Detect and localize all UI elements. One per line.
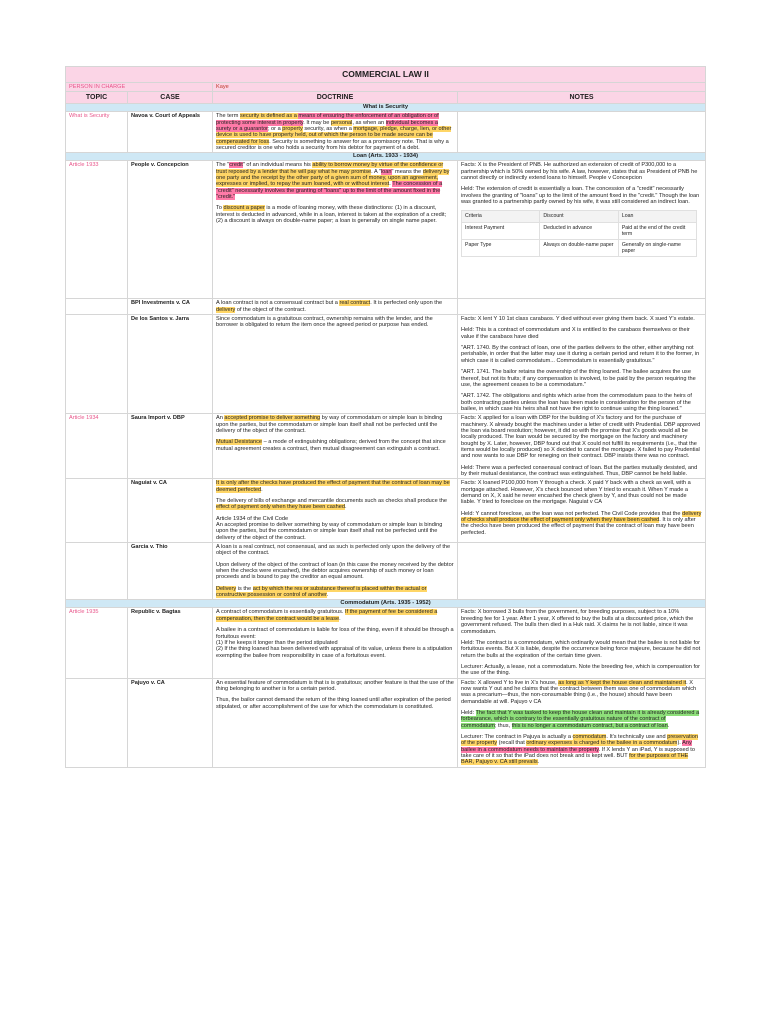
table-row (66, 414, 706, 479)
text-segment: The delivery of bills of exchange and mercantile documents such as checks shall produce the (216, 498, 448, 504)
doctrine-cell (213, 414, 458, 479)
person-in-charge-name: Kaye (213, 83, 706, 92)
highlighted-text: If the payment of fee be considered a compensation, then the contract would be a lease (216, 609, 438, 622)
highlighted-text: security (239, 113, 260, 120)
document-title: COMMERCIAL LAW II (66, 67, 706, 83)
text-segment: To (216, 205, 224, 212)
highlighted-text: delivery (216, 306, 236, 313)
topic-cell (66, 479, 128, 543)
doctrine-cell: Since commodatum is a gratuitous contract, ownership remains with the lender, and the borrower is obligated to return the item once the agreed period or purpose has ended. (213, 315, 458, 414)
highlighted-text: loan (380, 168, 392, 175)
highlighted-text: The concession of a "credit" necessarily involves the granting of "loans" up to the limit of the amount fixed in the "credit." (216, 181, 443, 201)
highlighted-text: credit (229, 162, 243, 169)
highlighted-text: real contract (339, 300, 371, 307)
text-segment: A contract of commodatum is essentially gratuitous. (216, 609, 346, 616)
text-segment: . (537, 759, 540, 766)
table-row (66, 299, 706, 315)
notes-cell (458, 678, 706, 767)
notes-cell (458, 543, 706, 600)
text-segment: , as when an (352, 119, 386, 126)
section-loan: Loan (Arts. 1933 - 1934) (66, 153, 706, 161)
highlighted-text: ordinary expenses is charged to the bailee in a commodatum (526, 740, 678, 747)
notes-cell: Facts: X applied for a loan with DBP for the building of X's factory and for the purchase of machinery. X already bought the machines under a letter of credit with Prudential. DBP approved the loan via board resolution; however, it did so with the promise that X's goods would all be locally produced. The loan would be secured by the mortgage on the factory and machinery bought by X. Later, however, DBP found out that X could not fulfill its requirements (i.e., that the items would be locally produced) so X decided to cancel the mortgage. X failed to pay Prudential and now wants to sue DBP for reneging on their contract. DBP insists there was no contract. Held: There was a perfected consensual contract of loan. But the parties mutually desisted, and by their mutual desistance, the contract was extinguished. Thus, DBP cannot be held liable. (458, 414, 706, 479)
text-segment: The " (216, 162, 230, 169)
text-segment: (recall that (497, 740, 527, 747)
highlighted-text: delivery of checks shall produce the effect of payment only when they have been cashed (461, 510, 702, 524)
table-row (66, 112, 706, 153)
case-cell: De los Santos v. Jarra (128, 315, 213, 414)
law-table (65, 66, 706, 768)
header-topic: TOPIC (66, 92, 128, 104)
text-segment: ; thus, (494, 722, 512, 729)
text-segment: . (344, 504, 347, 511)
text-segment: . (389, 181, 393, 188)
highlighted-text: ability to borrow money by virtue of the confidence or trust reposed by a lender that he will pay what he may promise (216, 162, 444, 175)
highlighted-text: effect of payment only when they have been cashed (216, 504, 345, 511)
topic-cell (66, 678, 128, 767)
text-segment: . (326, 592, 329, 599)
table-row (66, 161, 706, 299)
text-segment: . It is only after the checks have been produced the effect of payment that the contract of loan may have been perfected. (461, 517, 696, 536)
text-segment: " of an individual means his (242, 162, 313, 169)
highlighted-text: accepted promise to deliver something (224, 415, 321, 422)
case-cell: Naguiat v. CA (128, 479, 213, 543)
text-segment: by way of commodatum or simple loan is binding upon the parties, but the commodatum or simple loan itself shall not be perfected until the delivery of the object of the contract. (216, 415, 443, 434)
highlighted-text: this is no longer a commodatum contract, but a contract of loan (511, 722, 668, 729)
text-segment: is a mode of loaning money, with these distinctions: (1) in a discount, interest is deducted in advanced, while in a loan, interest is taken at the expiration of a credit; (2) a discount is always on double-name paper; a loan is generally on single name paper. (216, 205, 447, 225)
topic-cell: Article 1934 (66, 414, 128, 479)
highlighted-text: act by which the res or substance thereof is placed within the actual or constructive possession or control of another (216, 585, 427, 599)
text-segment: . If X lends Y an iPad, Y is supposed to take care of it so that the iPad does not break and is kept well. BUT (461, 746, 695, 759)
header-case: CASE (128, 92, 213, 104)
doctrine-cell (213, 112, 458, 153)
doctrine-cell (213, 299, 458, 315)
text-segment: Held: (461, 709, 476, 716)
topic-cell: Article 1935 (66, 608, 128, 678)
case-cell: Republic v. Bagtas (128, 608, 213, 678)
doctrine-cell: An essential feature of commodatum is that is is gratuitous; another feature is that the use of the thing belonging to another is for a certain period. Thus, the bailor cannot demand the return of the thing loaned until after expiration of the period stipulated, or after accomplishment of the use for which the commodatum is constituted. (213, 678, 458, 767)
text-segment: Held: Y cannot foreclose, as the loan was not perfected. The Civil Code provides that the (461, 510, 683, 517)
case-cell: Navoa v. Court of Appeals (128, 112, 213, 153)
text-segment: An (216, 415, 225, 422)
doctrine-cell: A loan is a real contract, not consensual, and as such is perfected only upon the delivery of the object of the contract. Upon delivery of the object of the contract of loan (in this case the money received by the debtor when the checks were encashed), the debtor acquires ownership of such money or loan proceeds and is bound to pay the creditor an equal amount. Delivery is the act by which the res or substance thereof is placed within the actual or constructive possession or control of another. (213, 543, 458, 600)
header-notes: NOTES (458, 92, 706, 104)
notes-cell (458, 112, 706, 153)
text-segment: " means the (391, 168, 423, 175)
topic-cell: Article 1933 (66, 161, 128, 299)
section-security: What is Security (66, 104, 706, 112)
table-row (66, 479, 706, 543)
notes-cell: Facts: X lent Y 10 1st class carabaos. Y died without ever giving them back. X sued Y's estate. Held: This is a contract of commodatum and X is entitled to the carabaos themselves or their value if the carabaos have died "ART. 1740. By the contract of loan, one of the parties delivers to the other, either anything not perishable, in order that the latter may use it during a certain period and return it to the former, in which case it is called commodatum... Commodatum is essentially gratuitous." "ART. 1741. The bailor retains the ownership of the thing loaned. The bailee acquires the use thereof, but not its fruits; if any compensation is involved, to be paid by the person requiring the use, the agreement ceases to be a commodatum." "ART. 1742. The obligations and rights which arise from the commodatum pass to the heirs of both contracting parties unless the loan has been made in consideration for the person of the bailee, in which case his heirs shall not have the right to continue using the thing loaned." (458, 315, 706, 414)
highlighted-text: delivery by one party and the receipt by the other party of a given sum of money, upon an agreement, expresses or implied, to repay the sum loaned, with or without interest (216, 168, 450, 188)
text-segment: . It's technically use and (606, 733, 668, 740)
person-in-charge-label: PERSON IN CHARGE (66, 83, 213, 92)
highlighted-text: means of ensuring the enforcement of an obligation or of protecting some interest in property (216, 113, 439, 126)
header-doctrine: DOCTRINE (213, 92, 458, 104)
text-segment: ). (677, 740, 683, 747)
table-row (66, 678, 706, 767)
text-segment: The term (216, 113, 240, 120)
highlighted-text: is defined as a (259, 113, 299, 120)
topic-cell (66, 315, 128, 414)
highlighted-text: personal (330, 119, 353, 126)
notes-cell: Facts: X borrowed 3 bulls from the government, for breeding purposes, subject to a 10% breeding fee for 1 year. After 1 year, X offered to buy the bulls at a discounted price, which the government refused. The bulls then died in a Huk raid. X claims he is not liable, since it was commodatum. Held: The contract is a commodatum, which ordinarily would mean that the bailee is not liable for fortuitous events. But X is liable, despite the occurrence being force majeure, because he did not return the bulls at the expiration of the certain time given. Lecturer: Actually, a lease, not a commodatum. Note the breeding fee, which is compensation for the use of the thing. (458, 608, 706, 678)
highlighted-text: mortgage, pledge, charge, lien, or other device is used to have property held, out of which the person to be made secure can be compensated for loss (216, 126, 452, 145)
notes-cell: Facts: X is the President of PNB. He authorized an extension of credit of P300,000 to a partnership which is 50% owned by his wife. A law, however, states that as President of PNB he cannot directly or indirectly extend loans to himself. People v Concepcion Held: The extension of credit is essentially a loan. The concession of a "credit" necessarily involves the granting of "loans" up to the limit of the amount fixed in the "credit." Though the loan was granted to a partnership partly owned by his wife, it was still considered an indirect loan. Criteria Discount Loan Interest Payment Deducted in advance Paid at the end of the credit term Paper Type Always on double-name paper Generally on single-name paper (458, 161, 706, 299)
spreadsheet (65, 66, 705, 768)
case-cell: Pajuyo v. CA (128, 678, 213, 767)
table-row (66, 315, 706, 414)
highlighted-text: as long as Y kept the house clean and maintained it (558, 679, 687, 686)
text-segment: . Security is something to answer for as a promissory note. That is why a secured creditor is one who holds a security from his debtor for payment of a debt. (216, 138, 449, 152)
notes-cell: Facts: X loaned P100,000 from Y through a check. X paid Y back with a check as well, with a mortgage attached. However, X's check bounced when Y tried to encash it. When Y made a demand on X, X said he never encashed the check given by Y, and thus could not be made liable. Y tried to foreclose on the mortgage. Naguiat v CA Held: Y cannot foreclose, as the loan was not perfected. The Civil Code provides that the delivery of checks shall produce the effect of payment only when they have been cashed. It is only after the checks have been produced the effect of payment that the contract of loan may have been perfected. (458, 479, 706, 543)
table-row (66, 608, 706, 678)
case-cell: Garcia v. Thio (128, 543, 213, 600)
table-row (66, 543, 706, 600)
highlighted-text: preservation of the property (461, 733, 698, 747)
text-segment: A loan contract is not a consensual contract but a (216, 300, 340, 307)
highlighted-text: It is only after the checks have produced the effect of payment that the contract of loan may be deemed perfected (216, 480, 450, 493)
highlighted-text: property (282, 126, 303, 133)
highlighted-text: The fact that Y was tasked to keep the house clean and maintain it is already considered a forbearance, which is contrary to the essentially gratuitous nature of the contract of commodatum (461, 709, 700, 729)
text-segment: Lecturer: The contract in Pajuya is actually a (461, 733, 573, 740)
doctrine-cell: A contract of commodatum is essentially gratuitous. If the payment of fee be considered a compensation, then the contract would be a lease. A bailee in a contract of commodatum is liable for loss of the thing, even if it should be through a fortuitous event: (1) If he keeps it longer than the period stipulated (2) If the thing loaned has been delivered with appraisal of its value, unless there is a stipulation exempting the bailee from responsibility in case of a fortuitous event. (213, 608, 458, 678)
text-segment: . X now wants Y out and he claims that the contract between them was one of commodatum which was a precarium—thus, the non-consumable thing (i.e., the house) should have been demandable at will. Pajuyo v CA (461, 679, 697, 705)
section-commodatum: Commodatum (Arts. 1935 - 1952) (66, 600, 706, 608)
highlighted-text: for the purposes of THE BAR, Pajuyo v. CA still prevails (461, 753, 689, 766)
highlighted-text: Mutual Desistance (216, 439, 263, 446)
topic-cell: What is Security (66, 112, 128, 153)
highlighted-text: Delivery (216, 585, 237, 592)
text-segment: security, as when a (302, 126, 354, 133)
text-segment: . (339, 615, 341, 622)
text-segment: is the (236, 585, 253, 592)
text-segment: . It may be (303, 119, 331, 126)
case-cell: People v. Concepcion (128, 161, 213, 299)
notes-cell (458, 299, 706, 315)
topic-cell (66, 299, 128, 315)
doctrine-cell (213, 161, 458, 299)
text-segment: . (667, 722, 670, 729)
text-segment: – a mode of extinguishing obligations; derived from the concept that since mutual agreement creates a contract, then mutual disagreement can extinguish a contract. (216, 439, 446, 452)
doctrine-cell: It is only after the checks have produced the effect of payment that the contract of loan may be deemed perfected. The delivery of bills of exchange and mercantile documents such as checks shall produce the effect of payment only when they have been cashed. Article 1934 of the Civil Code An accepted promise to deliver something by way of commodatum or simple loan is binding upon the parties, but the commodatum or simple loan itself shall not be perfected until the delivery of the object of the contract. (213, 479, 458, 543)
text-segment: Facts: X allowed Y to live in X's house, (461, 679, 559, 686)
case-cell: Saura Import v. DBP (128, 414, 213, 479)
highlighted-text: commodatum (572, 733, 607, 740)
text-segment: . A " (371, 168, 381, 175)
topic-cell (66, 543, 128, 600)
text-segment: . (261, 486, 263, 493)
text-segment: of the object of the contract. (235, 306, 306, 313)
highlighted-text: individual becomes a surety or a guarantor (216, 119, 438, 133)
comparison-table: Criteria Discount Loan Interest Payment Deducted in advance Paid at the end of the credit term Paper Type Always on double-name paper Generally on single-name paper (461, 210, 697, 257)
text-segment: ; or a (267, 126, 283, 133)
case-cell: BPI Investments v. CA (128, 299, 213, 315)
highlighted-text: Any bailee in a commodatum needs to maintain the property (461, 740, 692, 753)
text-segment: . It is perfected only upon the (370, 300, 443, 307)
highlighted-text: discount a paper (223, 205, 265, 212)
